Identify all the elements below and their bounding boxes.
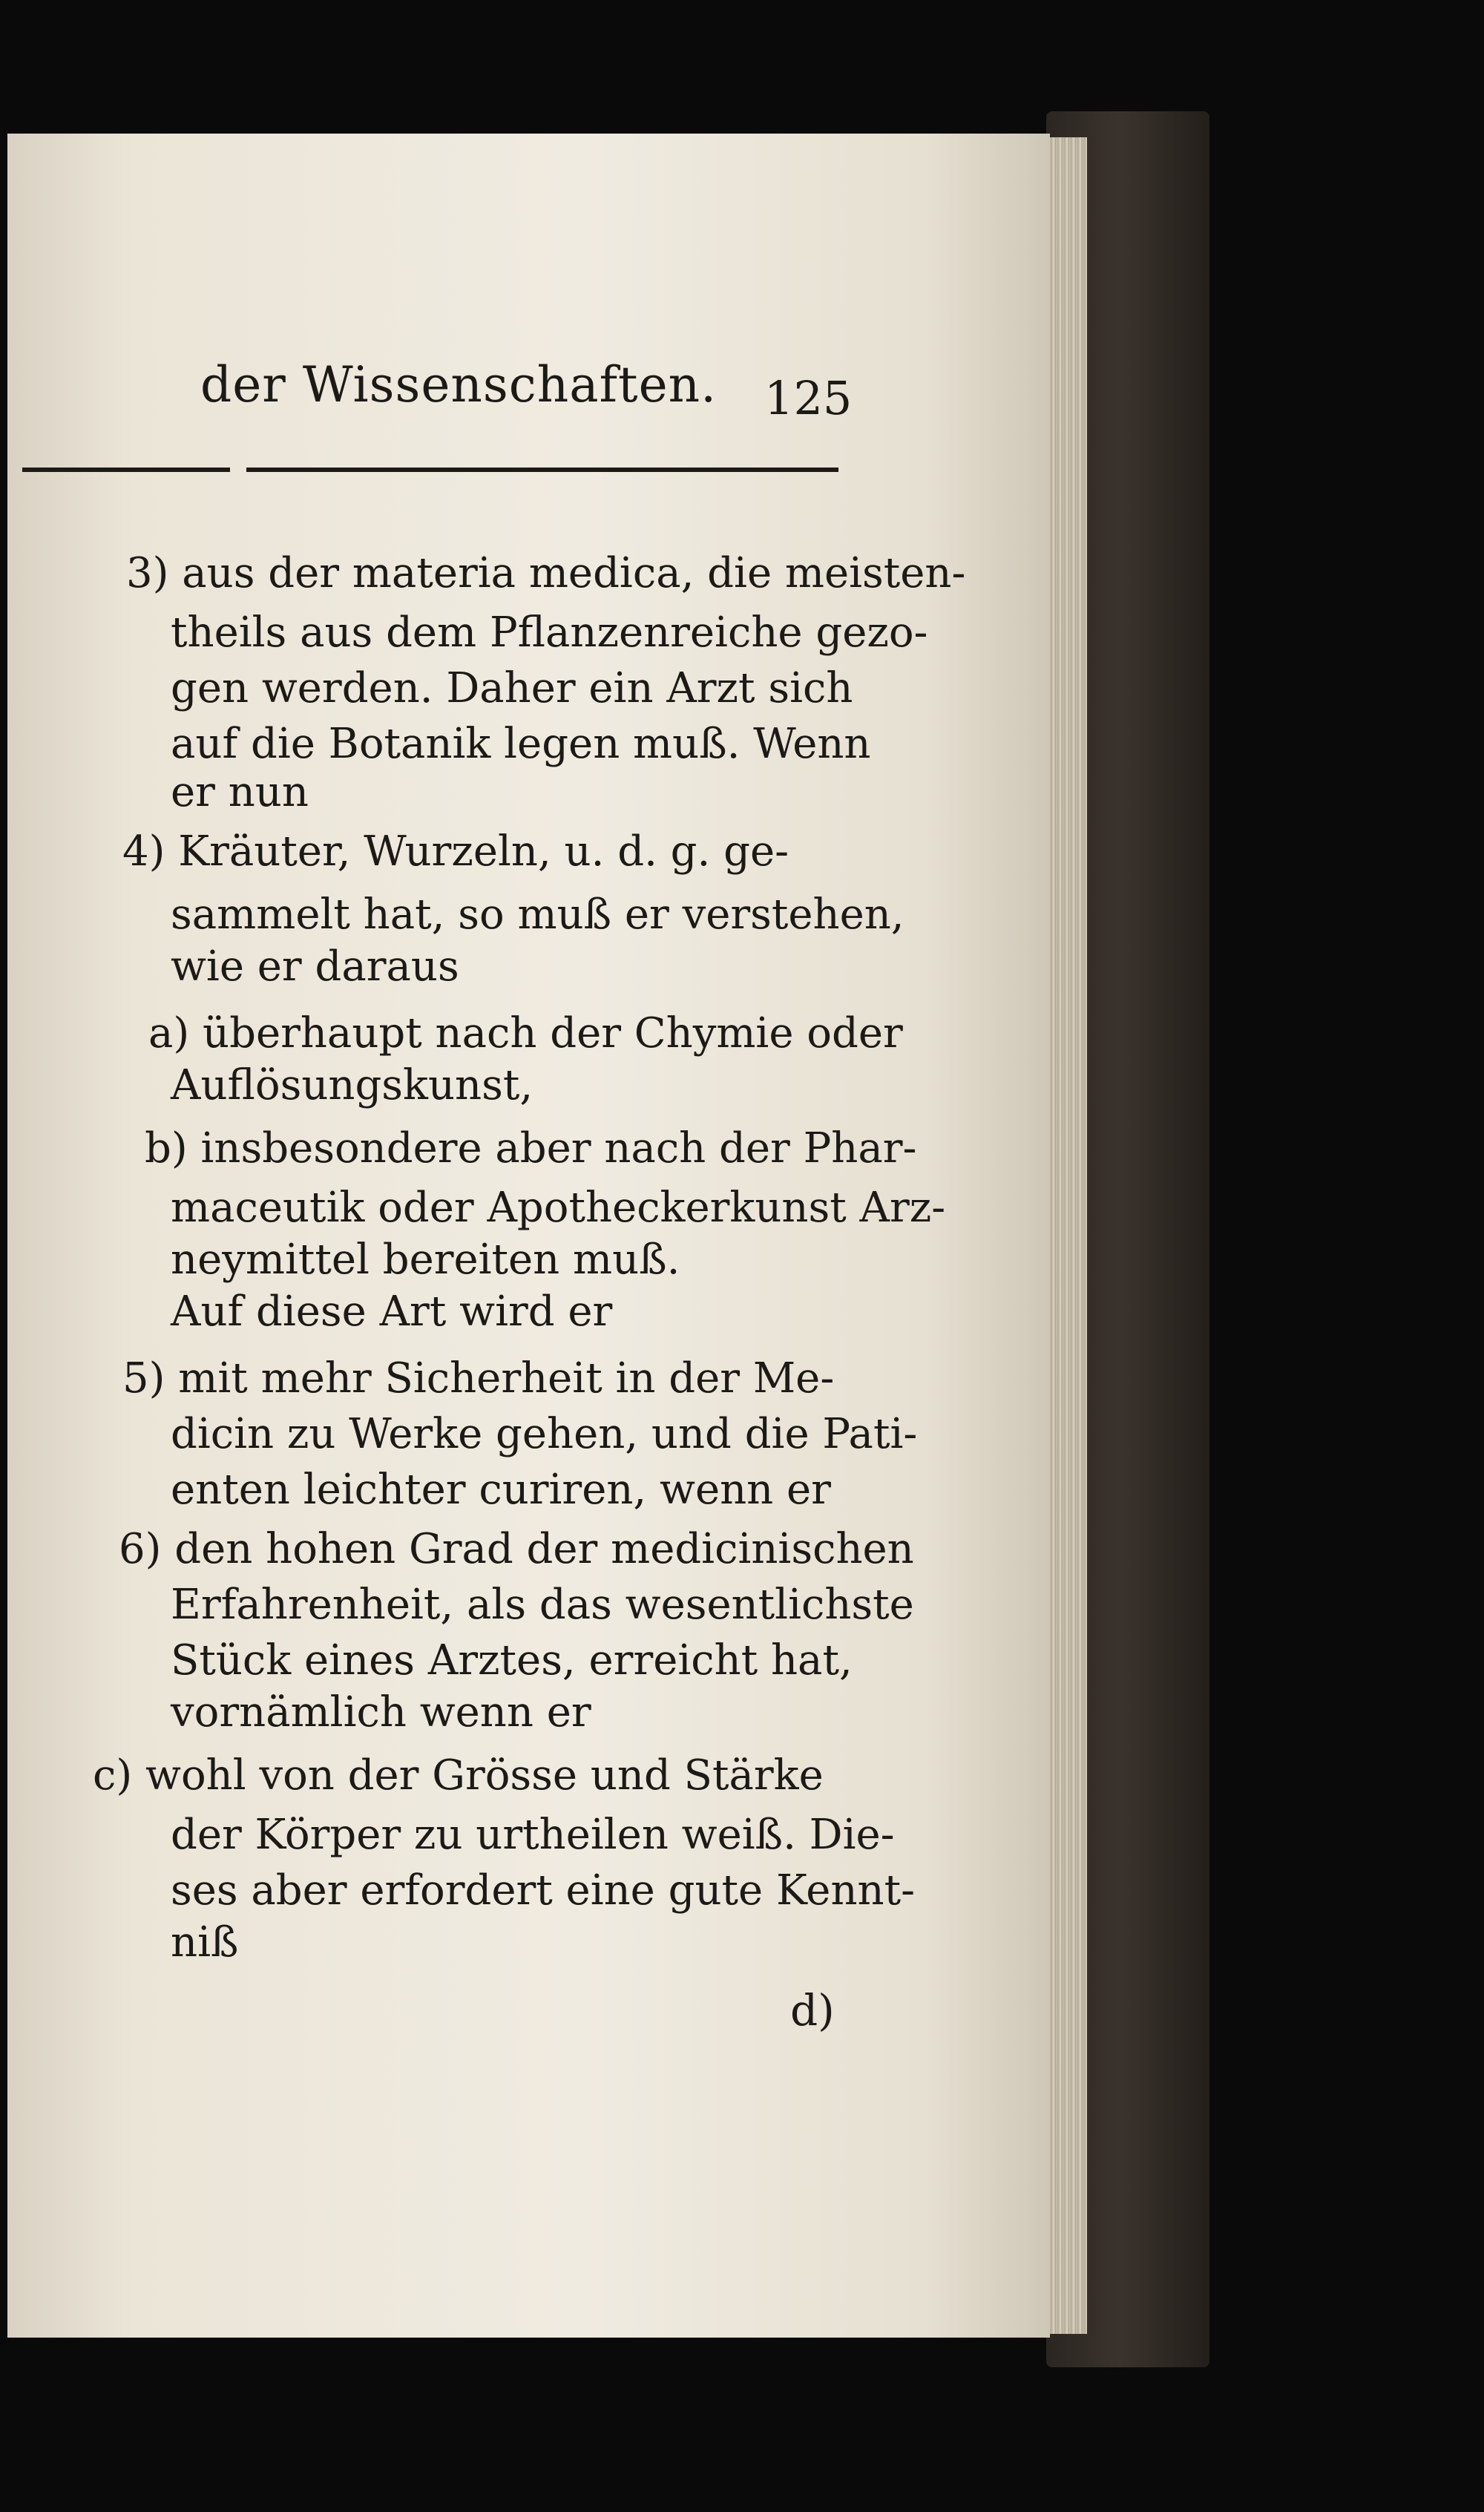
header-rule [22, 468, 838, 472]
text-line: 3) aus der materia medica, die meisten- [126, 549, 966, 597]
text-line: 6) den hohen Grad der medicinischen [119, 1525, 914, 1573]
text-line: Stück eines Arztes, erreicht hat, [171, 1636, 853, 1685]
text-line: neymittel bereiten muß. [171, 1236, 680, 1284]
text-line: Erfahrenheit, als das wesentlichste [171, 1581, 914, 1629]
text-line: der Körper zu urtheilen weiß. Die- [171, 1811, 895, 1859]
text-line: er nun [171, 768, 309, 816]
text-line: wie er daraus [171, 942, 459, 991]
text-line: sammelt hat, so muß er verstehen, [171, 891, 904, 939]
text-line: a) überhaupt nach der Chymie oder [148, 1009, 903, 1057]
text-line: Auf diese Art wird er [171, 1288, 613, 1336]
text-line: dicin zu Werke gehen, und die Pati- [171, 1410, 918, 1458]
text-line: gen werden. Daher ein Arzt sich [171, 664, 853, 712]
text-line: b) insbesondere aber nach der Phar- [145, 1124, 917, 1173]
text-line: vornämlich wenn er [171, 1688, 591, 1737]
running-head: der Wissenschaften. [200, 356, 718, 413]
text-line: niß [171, 1918, 239, 1967]
text-line: maceutik oder Apotheckerkunst Arz- [171, 1184, 946, 1232]
text-line: auf die Botanik legen muß. Wenn [171, 720, 871, 768]
text-line: 5) mit mehr Sicherheit in der Me- [122, 1354, 835, 1403]
text-line: c) wohl von der Grösse und Stärke [93, 1751, 824, 1800]
page-number: 125 [764, 371, 853, 425]
text-line: enten leichter curiren, wenn er [171, 1466, 831, 1514]
text-line: ses aber erfordert eine gute Kennt- [171, 1866, 915, 1915]
header-rule-gap [230, 465, 246, 475]
text-line: Auflösungskunst, [171, 1061, 533, 1109]
text-line: 4) Kräuter, Wurzeln, u. d. g. ge- [122, 827, 789, 876]
text-line: theils aus dem Pflanzenreiche gezo- [171, 609, 928, 657]
catchword: d) [790, 1985, 835, 2036]
